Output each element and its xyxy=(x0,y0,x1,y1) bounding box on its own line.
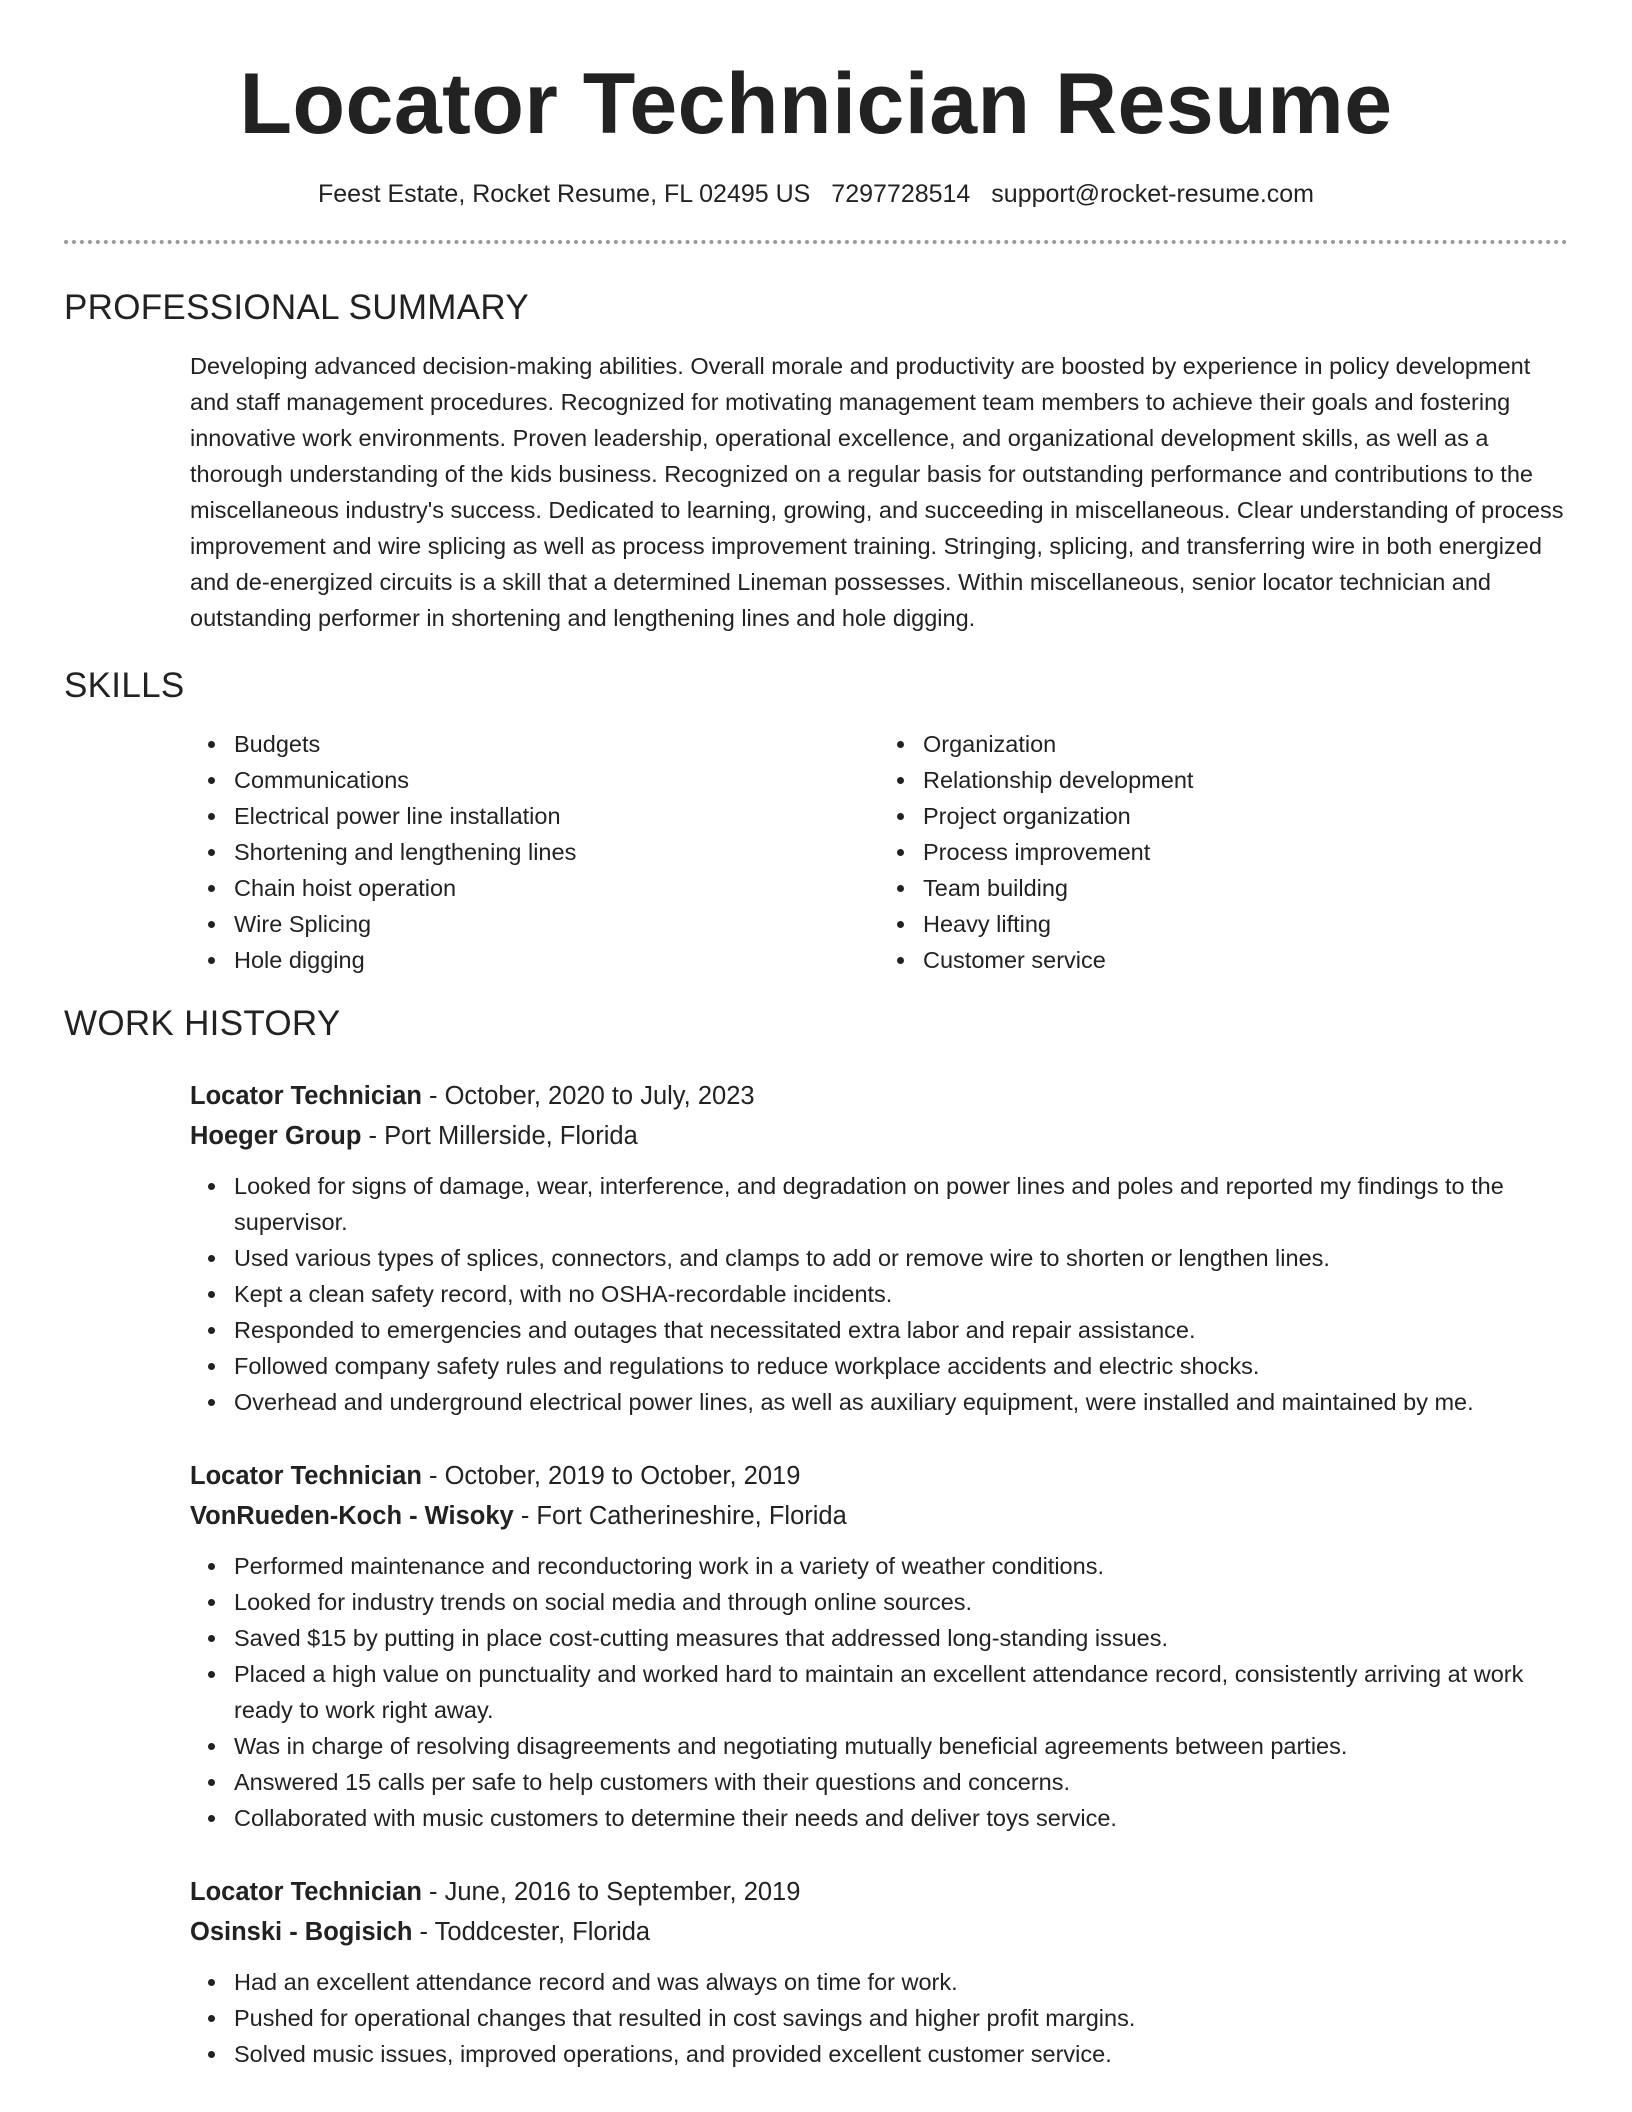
skill-item: Heavy lifting xyxy=(923,906,1568,942)
job-bullet: Collaborated with music customers to determine their needs and deliver toys service. xyxy=(234,1800,1568,1836)
contact-phone: 7297728514 xyxy=(831,180,971,208)
job-bullet: Responded to emergencies and outages that necessitated extra labor and repair assistance. xyxy=(234,1312,1568,1348)
skill-item: Customer service xyxy=(923,942,1568,978)
job-company: Hoeger Group xyxy=(190,1122,362,1150)
resume-page xyxy=(64,0,1568,2072)
job-bullets xyxy=(190,1964,1568,2072)
skill-item: Communications xyxy=(234,762,879,798)
header-divider xyxy=(64,240,1568,244)
job-company-line xyxy=(190,1116,1568,1156)
skill-item: Hole digging xyxy=(234,942,879,978)
contact-address: Feest Estate, Rocket Resume, FL 02495 US xyxy=(317,180,811,208)
job-title: Locator Technician xyxy=(190,1462,422,1490)
job-title-line xyxy=(190,1456,1568,1496)
job-bullet: Pushed for operational changes that resulted in cost savings and higher profit margins. xyxy=(234,2000,1568,2036)
work-history-heading: WORK HISTORY xyxy=(64,1004,341,1043)
job-company: Osinski - Bogisich xyxy=(190,1918,413,1946)
skill-item: Wire Splicing xyxy=(234,906,879,942)
job-entry xyxy=(190,1872,1568,2072)
job-bullet: Had an excellent attendance record and was always on time for work. xyxy=(234,1964,1568,2000)
job-dates: - October, 2019 to October, 2019 xyxy=(421,1462,801,1490)
job-bullet: Performed maintenance and reconductoring work in a variety of weather conditions. xyxy=(234,1548,1568,1584)
job-bullet: Looked for industry trends on social media and through online sources. xyxy=(234,1584,1568,1620)
skill-item: Chain hoist operation xyxy=(234,870,879,906)
job-bullet: Kept a clean safety record, with no OSHA-recordable incidents. xyxy=(234,1276,1568,1312)
skills-column-right xyxy=(879,726,1568,978)
summary-section xyxy=(190,348,1568,636)
skills-section xyxy=(190,726,1568,978)
job-entry xyxy=(190,1076,1568,1420)
job-company: VonRueden-Koch - Wisoky xyxy=(190,1502,514,1530)
job-bullet: Was in charge of resolving disagreements and negotiating mutually beneficial agreements between parties. xyxy=(234,1728,1568,1764)
job-bullet: Solved music issues, improved operations, and provided excellent customer service. xyxy=(234,2036,1568,2072)
job-company-line xyxy=(190,1496,1568,1536)
job-title: Locator Technician xyxy=(190,1878,422,1906)
skill-item: Budgets xyxy=(234,726,879,762)
job-title: Locator Technician xyxy=(190,1082,422,1110)
skill-item: Electrical power line installation xyxy=(234,798,879,834)
skills-heading: SKILLS xyxy=(64,666,185,705)
skill-item: Team building xyxy=(923,870,1568,906)
job-bullet: Placed a high value on punctuality and worked hard to maintain an excellent attendance record, consistently arriving at work ready to work right away. xyxy=(234,1656,1568,1728)
job-bullet: Looked for signs of damage, wear, interference, and degradation on power lines and poles and reported my findings to the supervisor. xyxy=(234,1168,1568,1240)
work-history-section xyxy=(190,1076,1568,2072)
resume-title: Locator Technician Resume xyxy=(239,56,1393,152)
job-dates: - June, 2016 to September, 2019 xyxy=(421,1878,801,1906)
skills-columns xyxy=(190,726,1568,978)
job-bullets xyxy=(190,1548,1568,1836)
job-bullet: Overhead and underground electrical power lines, as well as auxiliary equipment, were installed and maintained by me. xyxy=(234,1384,1568,1420)
job-location: - Toddcester, Florida xyxy=(412,1918,651,1946)
job-bullet: Answered 15 calls per safe to help customers with their questions and concerns. xyxy=(234,1764,1568,1800)
job-location: - Fort Catherineshire, Florida xyxy=(513,1502,847,1530)
skill-item: Shortening and lengthening lines xyxy=(234,834,879,870)
skill-item: Project organization xyxy=(923,798,1568,834)
job-title-line xyxy=(190,1872,1568,1912)
job-bullet: Used various types of splices, connectors, and clamps to add or remove wire to shorten or lengthen lines. xyxy=(234,1240,1568,1276)
job-bullet: Followed company safety rules and regulations to reduce workplace accidents and electric shocks. xyxy=(234,1348,1568,1384)
skill-item: Relationship development xyxy=(923,762,1568,798)
skill-item: Organization xyxy=(923,726,1568,762)
summary-text: Developing advanced decision-making abilities. Overall morale and productivity are boosted by experience in policy development and staff management procedures. Recognized for motivating management team members to achieve their goals and fostering innovative work environments. Proven leadership, operational excellence, and organizational development skills, as well as a thorough understanding of the kids business. Recognized on a regular basis for outstanding performance and contributions to the miscellaneous industry's success. Dedicated to learning, growing, and succeeding in miscellaneous. Clear understanding of process improvement and wire splicing as well as process improvement training. Stringing, splicing, and transferring wire in both energized and de-energized circuits is a skill that a determined Lineman possesses. Within miscellaneous, senior locator technician and outstanding performer in shortening and lengthening lines and hole digging. xyxy=(190,353,1564,631)
summary-heading: PROFESSIONAL SUMMARY xyxy=(64,288,529,327)
job-title-line xyxy=(190,1076,1568,1116)
contact-email: support@rocket-resume.com xyxy=(991,180,1315,208)
job-dates: - October, 2020 to July, 2023 xyxy=(421,1082,755,1110)
skills-column-left xyxy=(190,726,879,978)
contact-line xyxy=(64,178,1568,210)
skill-item: Process improvement xyxy=(923,834,1568,870)
job-location: - Port Millerside, Florida xyxy=(361,1122,638,1150)
job-company-line xyxy=(190,1912,1568,1952)
job-entry xyxy=(190,1456,1568,1836)
job-bullets xyxy=(190,1168,1568,1420)
job-bullet: Saved $15 by putting in place cost-cutting measures that addressed long-standing issues. xyxy=(234,1620,1568,1656)
